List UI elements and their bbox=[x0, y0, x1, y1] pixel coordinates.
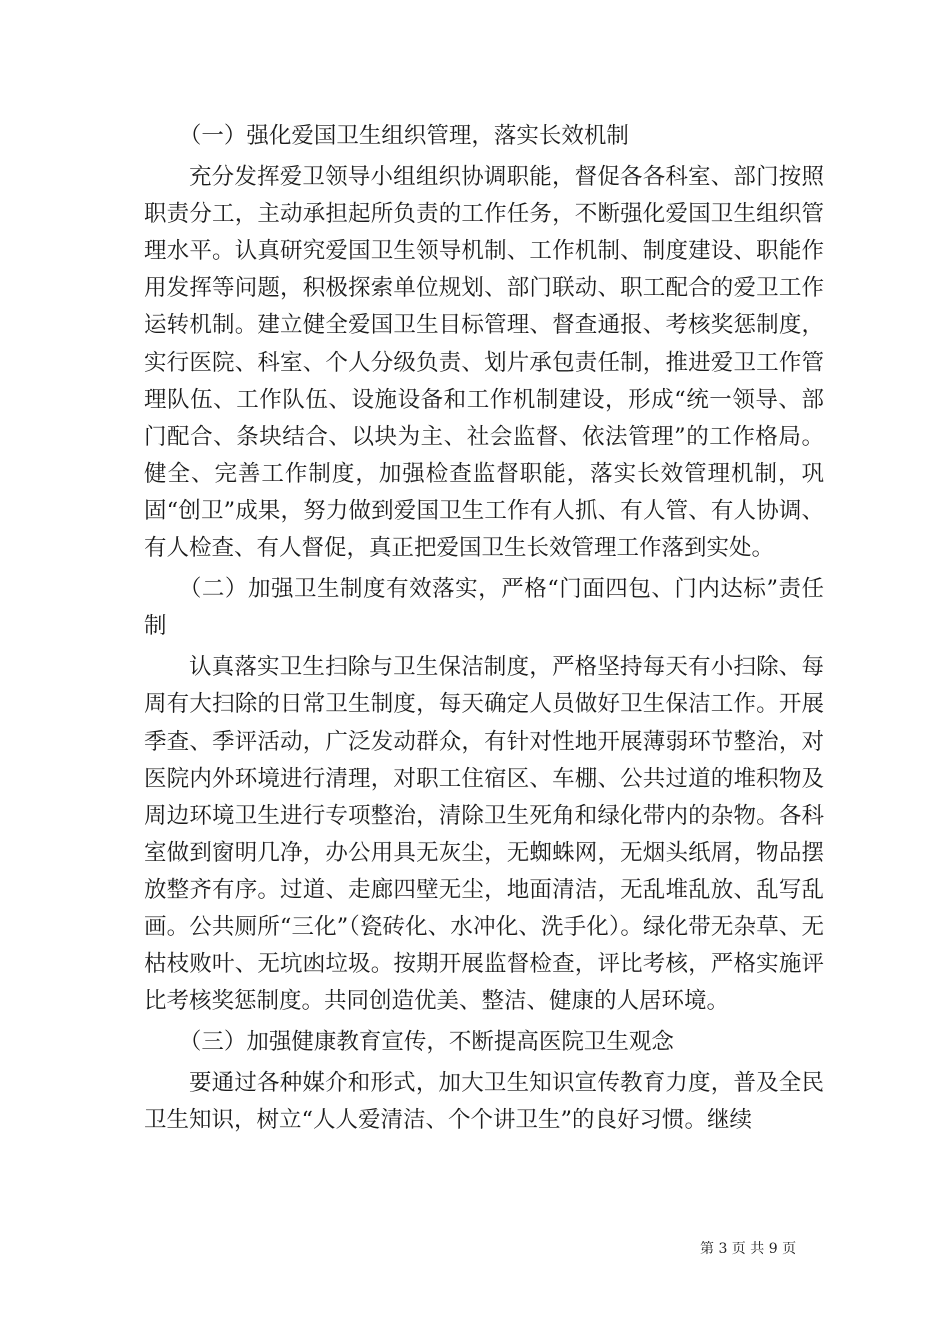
section-1-heading: （一）强化爱国卫生组织管理，落实长效机制 bbox=[178, 123, 629, 149]
section-3-heading: （三）加强健康教育宣传，不断提高医院卫生观念 bbox=[178, 1029, 674, 1056]
section-1-paragraph: 充分发挥爱卫领导小组组织协调职能，督促各各科室、部门按照职责分工，主动承担起所负责的工作任务，不断强化爱国卫生组织管理水平。认真研究爱国卫生领导机制、工作机制、制度建设、职能作用发挥等问题，积极探索单位规划、部门联动、职工配合的爱卫工作运转机制。建立健全爱国卫生目标管理、督查通报、考核奖惩制度，实行医院、科室、个人分级负责、划片承包责任制，推进爱卫工作管理队伍、工作队伍、设施设备和工作机制建设，形成“统一领导、部门配合、条块结合、以块为主、社会监督、依法管理”的工作格局。健全、完善工作制度，加强检查监督职能，落实长效管理机制，巩固“创卫”成果，努力做到爱国卫生工作有人抓、有人管、有人协调、有人检查、有人督促，真正把爱国卫生长效管理工作落到实处。 bbox=[144, 164, 824, 562]
section-2-paragraph: 认真落实卫生扫除与卫生保洁制度，严格坚持每天有小扫除、每周有大扫除的日常卫生制度，每天确定人员做好卫生保洁工作。开展季查、季评活动，广泛发动群众，有针对性地开展薄弱环节整治，对医院内外环境进行清理，对职工住宿区、车棚、公共过道的堆积物及周边环境卫生进行专项整治，清除卫生死角和绿化带内的杂物。各科室做到窗明几净，办公用具无灰尘，无蜘蛛网，无烟头纸屑，物品摆放整齐有序。过道、走廊四壁无尘，地面清洁，无乱堆乱放、乱写乱画。公共厕所“三化”（瓷砖化、水冲化、洗手化）。绿化带无杂草、无枯枝败叶、无坑凼垃圾。按期开展监督检查，评比考核，严格实施评比考核奖惩制度。共同创造优美、整洁、健康的人居环境。 bbox=[144, 654, 824, 1015]
section-3-paragraph: 要通过各种媒介和形式，加大卫生知识宣传教育力度，普及全民卫生知识，树立“人人爱清洁、个个讲卫生”的良好习惯。继续 bbox=[144, 1070, 824, 1134]
document-body bbox=[144, 118, 824, 1144]
page-number: 第 3 页 共 9 页 bbox=[700, 1241, 797, 1257]
section-2-heading: （二）加强卫生制度有效落实，严格“门面四包、门内达标”责任制 bbox=[144, 576, 824, 640]
